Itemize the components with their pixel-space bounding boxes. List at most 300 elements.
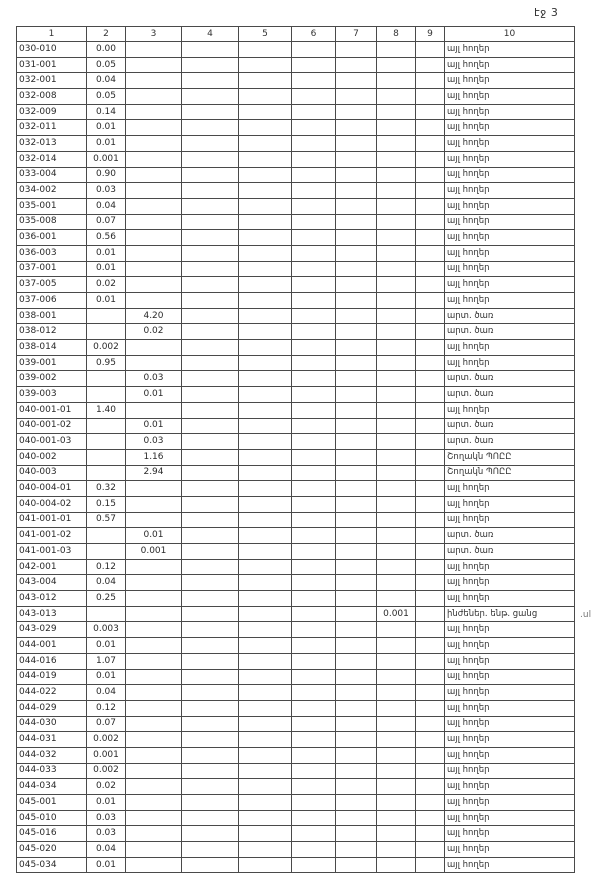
col-2-value-cell: 0.07: [87, 214, 126, 230]
col-2-value-cell: 0.03: [87, 810, 126, 826]
col-7-cell: [336, 434, 377, 450]
land-use-note-cell: այլ հողեր: [445, 277, 575, 293]
col-8-value-cell: [377, 716, 416, 732]
col-9-cell: [416, 842, 445, 858]
table-row: [17, 685, 575, 701]
col-8-value-cell: [377, 355, 416, 371]
col-2-value-cell: 0.02: [87, 779, 126, 795]
col-4-cell: [182, 371, 239, 387]
col-4-cell: [182, 606, 239, 622]
land-use-note-cell: արտ. ծառ: [445, 544, 575, 560]
col-2-value-cell: 0.05: [87, 57, 126, 73]
col-9-cell: [416, 481, 445, 497]
col-7-cell: [336, 136, 377, 152]
table-row: [17, 763, 575, 779]
col-3-value-cell: [126, 198, 182, 214]
col-9-cell: [416, 120, 445, 136]
land-use-note-cell: այլ հողեր: [445, 293, 575, 309]
col-8-value-cell: [377, 842, 416, 858]
col-7-cell: [336, 591, 377, 607]
col-6-cell: [292, 732, 336, 748]
col-8-value-cell: [377, 418, 416, 434]
col-5-cell: [239, 842, 292, 858]
col-7-cell: [336, 42, 377, 58]
column-header: 1: [17, 27, 87, 42]
col-4-cell: [182, 591, 239, 607]
col-5-cell: [239, 277, 292, 293]
parcel-code-cell: 038-014: [17, 340, 87, 356]
col-5-cell: [239, 371, 292, 387]
land-use-note-cell: այլ հողեր: [445, 214, 575, 230]
land-use-note-cell: այլ հողեր: [445, 732, 575, 748]
col-3-value-cell: [126, 669, 182, 685]
col-4-cell: [182, 167, 239, 183]
col-8-value-cell: [377, 293, 416, 309]
table-body: [17, 42, 575, 873]
col-9-cell: [416, 763, 445, 779]
table-row: [17, 528, 575, 544]
col-5-cell: [239, 591, 292, 607]
parcel-code-cell: 045-020: [17, 842, 87, 858]
col-8-value-cell: [377, 104, 416, 120]
parcel-code-cell: 033-004: [17, 167, 87, 183]
land-use-note-cell: այլ հողեր: [445, 638, 575, 654]
parcel-code-cell: 040-001-01: [17, 402, 87, 418]
col-9-cell: [416, 747, 445, 763]
col-4-cell: [182, 89, 239, 105]
col-7-cell: [336, 544, 377, 560]
col-4-cell: [182, 120, 239, 136]
col-9-cell: [416, 700, 445, 716]
parcel-code-cell: 039-003: [17, 387, 87, 403]
table-row: [17, 198, 575, 214]
table-row: [17, 496, 575, 512]
col-5-cell: [239, 810, 292, 826]
col-7-cell: [336, 230, 377, 246]
land-use-note-cell: այլ հողեր: [445, 512, 575, 528]
col-2-value-cell: 0.003: [87, 622, 126, 638]
table-header-row: [17, 27, 575, 42]
col-5-cell: [239, 42, 292, 58]
col-7-cell: [336, 481, 377, 497]
col-5-cell: [239, 261, 292, 277]
col-7-cell: [336, 496, 377, 512]
col-4-cell: [182, 795, 239, 811]
col-8-value-cell: [377, 465, 416, 481]
col-5-cell: [239, 57, 292, 73]
col-4-cell: [182, 449, 239, 465]
col-7-cell: [336, 465, 377, 481]
col-5-cell: [239, 606, 292, 622]
col-7-cell: [336, 183, 377, 199]
col-2-value-cell: 0.14: [87, 104, 126, 120]
col-3-value-cell: [126, 591, 182, 607]
col-3-value-cell: [126, 57, 182, 73]
col-5-cell: [239, 732, 292, 748]
land-use-note-cell: ինժեներ. ենթ. ցանց: [445, 606, 575, 622]
col-2-value-cell: 0.04: [87, 198, 126, 214]
parcel-code-cell: 042-001: [17, 559, 87, 575]
land-use-note-cell: այլ հողեր: [445, 591, 575, 607]
table-row: [17, 638, 575, 654]
parcel-code-cell: 043-004: [17, 575, 87, 591]
col-2-value-cell: 0.01: [87, 120, 126, 136]
col-9-cell: [416, 685, 445, 701]
col-2-value-cell: [87, 606, 126, 622]
table-row: [17, 42, 575, 58]
col-6-cell: [292, 277, 336, 293]
col-3-value-cell: [126, 732, 182, 748]
col-2-value-cell: [87, 371, 126, 387]
col-7-cell: [336, 512, 377, 528]
table-row: [17, 810, 575, 826]
col-6-cell: [292, 57, 336, 73]
table-row: [17, 779, 575, 795]
col-2-value-cell: 0.04: [87, 73, 126, 89]
col-8-value-cell: [377, 653, 416, 669]
col-8-value-cell: [377, 575, 416, 591]
col-2-value-cell: 1.40: [87, 402, 126, 418]
land-use-note-cell: այլ հողեր: [445, 261, 575, 277]
col-2-value-cell: 0.03: [87, 826, 126, 842]
col-3-value-cell: 1.16: [126, 449, 182, 465]
col-9-cell: [416, 418, 445, 434]
column-header: 9: [416, 27, 445, 42]
col-4-cell: [182, 183, 239, 199]
col-8-value-cell: [377, 559, 416, 575]
col-4-cell: [182, 42, 239, 58]
col-9-cell: [416, 434, 445, 450]
col-5-cell: [239, 857, 292, 873]
col-7-cell: [336, 198, 377, 214]
col-2-value-cell: [87, 528, 126, 544]
table-row: [17, 136, 575, 152]
land-use-note-cell: այլ հողեր: [445, 653, 575, 669]
table-row: [17, 826, 575, 842]
col-8-value-cell: [377, 245, 416, 261]
col-5-cell: [239, 669, 292, 685]
col-9-cell: [416, 151, 445, 167]
col-8-value-cell: [377, 324, 416, 340]
col-4-cell: [182, 826, 239, 842]
col-9-cell: [416, 826, 445, 842]
col-9-cell: [416, 214, 445, 230]
table-row: [17, 418, 575, 434]
parcel-code-cell: 032-011: [17, 120, 87, 136]
col-7-cell: [336, 559, 377, 575]
parcel-code-cell: 045-034: [17, 857, 87, 873]
col-8-value-cell: [377, 136, 416, 152]
col-3-value-cell: [126, 622, 182, 638]
col-4-cell: [182, 638, 239, 654]
col-3-value-cell: [126, 559, 182, 575]
col-7-cell: [336, 214, 377, 230]
col-5-cell: [239, 638, 292, 654]
parcel-code-cell: 044-033: [17, 763, 87, 779]
land-use-note-cell: այլ հողեր: [445, 57, 575, 73]
col-8-value-cell: [377, 57, 416, 73]
land-use-note-cell: այլ հողեր: [445, 151, 575, 167]
col-4-cell: [182, 842, 239, 858]
col-5-cell: [239, 167, 292, 183]
parcel-code-cell: 038-012: [17, 324, 87, 340]
table-row: [17, 716, 575, 732]
col-3-value-cell: [126, 340, 182, 356]
col-9-cell: [416, 795, 445, 811]
parcel-code-cell: 045-010: [17, 810, 87, 826]
col-9-cell: [416, 528, 445, 544]
col-3-value-cell: 2.94: [126, 465, 182, 481]
col-4-cell: [182, 512, 239, 528]
col-3-value-cell: [126, 73, 182, 89]
parcel-code-cell: 035-001: [17, 198, 87, 214]
col-6-cell: [292, 104, 336, 120]
column-header: 5: [239, 27, 292, 42]
col-4-cell: [182, 151, 239, 167]
table-row: [17, 559, 575, 575]
col-9-cell: [416, 261, 445, 277]
col-9-cell: [416, 73, 445, 89]
col-9-cell: [416, 810, 445, 826]
col-5-cell: [239, 136, 292, 152]
col-7-cell: [336, 104, 377, 120]
parcel-code-cell: 034-002: [17, 183, 87, 199]
col-6-cell: [292, 763, 336, 779]
col-8-value-cell: [377, 496, 416, 512]
col-9-cell: [416, 340, 445, 356]
parcel-code-cell: 037-006: [17, 293, 87, 309]
col-5-cell: [239, 355, 292, 371]
table-row: [17, 120, 575, 136]
col-8-value-cell: 0.001: [377, 606, 416, 622]
col-2-value-cell: 0.01: [87, 857, 126, 873]
col-9-cell: [416, 496, 445, 512]
parcel-code-cell: 041-001-02: [17, 528, 87, 544]
col-5-cell: [239, 685, 292, 701]
parcel-code-cell: 040-004-02: [17, 496, 87, 512]
land-use-note-cell: այլ հողեր: [445, 747, 575, 763]
land-use-note-cell: այլ հողեր: [445, 575, 575, 591]
land-use-note-cell: այլ հողեր: [445, 685, 575, 701]
land-use-note-cell: այլ հողեր: [445, 340, 575, 356]
table-row: [17, 308, 575, 324]
col-9-cell: [416, 559, 445, 575]
parcel-code-cell: 044-019: [17, 669, 87, 685]
land-use-note-cell: այլ հողեր: [445, 230, 575, 246]
col-6-cell: [292, 747, 336, 763]
col-3-value-cell: [126, 42, 182, 58]
land-use-note-cell: այլ հողեր: [445, 167, 575, 183]
table-row: [17, 387, 575, 403]
col-3-value-cell: 0.01: [126, 528, 182, 544]
col-3-value-cell: [126, 277, 182, 293]
col-7-cell: [336, 795, 377, 811]
col-5-cell: [239, 104, 292, 120]
col-6-cell: [292, 606, 336, 622]
col-5-cell: [239, 481, 292, 497]
col-3-value-cell: [126, 496, 182, 512]
col-9-cell: [416, 465, 445, 481]
col-4-cell: [182, 324, 239, 340]
column-header: 6: [292, 27, 336, 42]
col-3-value-cell: [126, 402, 182, 418]
col-7-cell: [336, 120, 377, 136]
col-6-cell: [292, 230, 336, 246]
land-use-note-cell: արտ. ծառ: [445, 528, 575, 544]
col-4-cell: [182, 198, 239, 214]
column-header: 7: [336, 27, 377, 42]
land-use-note-cell: այլ հողեր: [445, 245, 575, 261]
col-4-cell: [182, 496, 239, 512]
table-row: [17, 261, 575, 277]
col-9-cell: [416, 544, 445, 560]
col-2-value-cell: 0.02: [87, 277, 126, 293]
table-row: [17, 324, 575, 340]
col-4-cell: [182, 57, 239, 73]
col-8-value-cell: [377, 528, 416, 544]
col-4-cell: [182, 214, 239, 230]
col-9-cell: [416, 387, 445, 403]
col-9-cell: [416, 183, 445, 199]
col-6-cell: [292, 716, 336, 732]
col-6-cell: [292, 842, 336, 858]
col-4-cell: [182, 293, 239, 309]
parcel-code-cell: 036-003: [17, 245, 87, 261]
col-7-cell: [336, 528, 377, 544]
parcel-code-cell: 031-001: [17, 57, 87, 73]
col-9-cell: [416, 669, 445, 685]
col-2-value-cell: 0.001: [87, 747, 126, 763]
parcel-code-cell: 032-001: [17, 73, 87, 89]
col-2-value-cell: 0.00: [87, 42, 126, 58]
col-3-value-cell: [126, 653, 182, 669]
land-use-note-cell: այլ հողեր: [445, 104, 575, 120]
col-6-cell: [292, 167, 336, 183]
col-2-value-cell: 0.07: [87, 716, 126, 732]
parcel-code-cell: 037-001: [17, 261, 87, 277]
land-use-note-cell: այլ հողեր: [445, 183, 575, 199]
col-6-cell: [292, 371, 336, 387]
col-5-cell: [239, 308, 292, 324]
col-5-cell: [239, 575, 292, 591]
col-8-value-cell: [377, 622, 416, 638]
table-row: [17, 622, 575, 638]
col-5-cell: [239, 449, 292, 465]
land-use-note-cell: այլ հողեր: [445, 73, 575, 89]
col-4-cell: [182, 402, 239, 418]
col-6-cell: [292, 779, 336, 795]
table-row: [17, 449, 575, 465]
col-6-cell: [292, 183, 336, 199]
col-6-cell: [292, 293, 336, 309]
col-3-value-cell: [126, 763, 182, 779]
col-3-value-cell: [126, 293, 182, 309]
parcel-code-cell: 045-001: [17, 795, 87, 811]
col-7-cell: [336, 842, 377, 858]
table-row: [17, 700, 575, 716]
col-3-value-cell: [126, 826, 182, 842]
col-9-cell: [416, 622, 445, 638]
land-use-note-cell: այլ հողեր: [445, 716, 575, 732]
col-6-cell: [292, 496, 336, 512]
col-8-value-cell: [377, 120, 416, 136]
col-2-value-cell: 0.57: [87, 512, 126, 528]
col-3-value-cell: [126, 355, 182, 371]
col-2-value-cell: 0.12: [87, 559, 126, 575]
col-3-value-cell: [126, 779, 182, 795]
col-4-cell: [182, 857, 239, 873]
table-row: [17, 167, 575, 183]
col-2-value-cell: 1.07: [87, 653, 126, 669]
parcel-code-cell: 039-001: [17, 355, 87, 371]
col-3-value-cell: [126, 120, 182, 136]
land-use-note-cell: այլ հողեր: [445, 842, 575, 858]
col-2-value-cell: [87, 544, 126, 560]
col-6-cell: [292, 591, 336, 607]
col-4-cell: [182, 308, 239, 324]
col-4-cell: [182, 716, 239, 732]
col-6-cell: [292, 214, 336, 230]
land-use-note-cell: այլ հողեր: [445, 559, 575, 575]
table-row: [17, 277, 575, 293]
col-5-cell: [239, 151, 292, 167]
col-3-value-cell: [126, 512, 182, 528]
col-8-value-cell: [377, 857, 416, 873]
col-6-cell: [292, 465, 336, 481]
col-4-cell: [182, 732, 239, 748]
col-7-cell: [336, 810, 377, 826]
col-9-cell: [416, 245, 445, 261]
col-8-value-cell: [377, 402, 416, 418]
col-8-value-cell: [377, 747, 416, 763]
parcel-code-cell: 044-031: [17, 732, 87, 748]
col-2-value-cell: [87, 418, 126, 434]
col-8-value-cell: [377, 685, 416, 701]
col-3-value-cell: [126, 214, 182, 230]
col-2-value-cell: 0.002: [87, 732, 126, 748]
col-4-cell: [182, 700, 239, 716]
col-9-cell: [416, 198, 445, 214]
parcel-code-cell: 035-008: [17, 214, 87, 230]
column-header: 10: [445, 27, 575, 42]
col-5-cell: [239, 653, 292, 669]
col-7-cell: [336, 763, 377, 779]
col-2-value-cell: [87, 465, 126, 481]
col-9-cell: [416, 591, 445, 607]
col-2-value-cell: 0.56: [87, 230, 126, 246]
col-9-cell: [416, 89, 445, 105]
col-2-value-cell: 0.05: [87, 89, 126, 105]
col-8-value-cell: [377, 198, 416, 214]
col-2-value-cell: 0.001: [87, 151, 126, 167]
col-8-value-cell: [377, 763, 416, 779]
col-8-value-cell: [377, 89, 416, 105]
col-9-cell: [416, 308, 445, 324]
col-6-cell: [292, 308, 336, 324]
col-6-cell: [292, 810, 336, 826]
col-7-cell: [336, 606, 377, 622]
parcel-code-cell: 043-012: [17, 591, 87, 607]
col-3-value-cell: [126, 136, 182, 152]
table-row: [17, 245, 575, 261]
table-row: [17, 214, 575, 230]
col-4-cell: [182, 544, 239, 560]
col-8-value-cell: [377, 340, 416, 356]
col-7-cell: [336, 826, 377, 842]
col-4-cell: [182, 528, 239, 544]
col-5-cell: [239, 402, 292, 418]
table-row: [17, 355, 575, 371]
